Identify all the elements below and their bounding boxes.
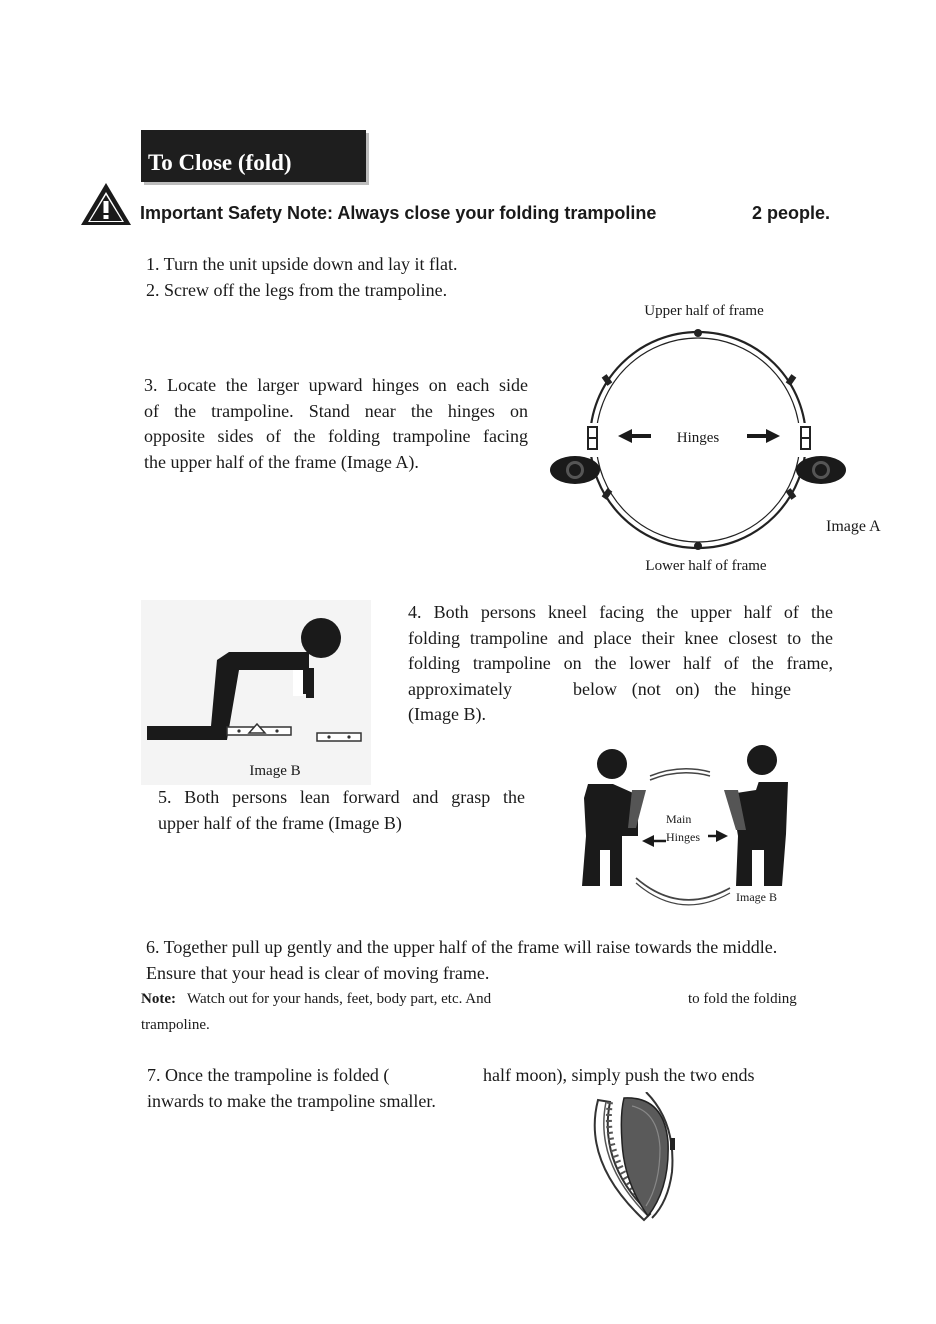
step-3-line: opposite sides of the folding trampoline facing <box>144 426 528 446</box>
figure-folded-trampoline <box>584 1092 694 1227</box>
step-4-end: (Image B). <box>408 704 486 724</box>
figure-image-b-kneeling <box>141 600 371 785</box>
step-5 <box>158 785 525 836</box>
hinges-label: Hinges <box>676 430 720 446</box>
step-1: 1. Turn the unit upside down and lay it flat. <box>146 254 458 274</box>
step-7-part-b: half moon), simply push the two ends <box>483 1065 755 1085</box>
figure-image-a <box>540 295 900 585</box>
note-tail: to fold the folding <box>688 991 797 1007</box>
safety-note-tail: 2 people. <box>752 203 831 223</box>
section-title-box <box>141 130 366 182</box>
main-hinges-label: Hinges <box>666 830 700 844</box>
step-3 <box>144 373 528 475</box>
note <box>141 986 831 1038</box>
step-4-below: below (not on) the hinge <box>573 678 791 699</box>
step-4-approx: approximately <box>408 678 512 699</box>
step-3-line: of the trampoline. Stand near the hinges on <box>144 400 528 421</box>
image-a-label: Image A <box>826 518 881 535</box>
image-b-label-2: Image B <box>736 890 777 904</box>
main-label: Main <box>666 812 692 826</box>
step-6 <box>146 935 846 986</box>
lower-frame-label: Lower half of frame <box>645 558 767 574</box>
figure-image-b-leaning <box>570 738 810 908</box>
step-5-line: upper half of the frame (Image B) <box>158 812 402 833</box>
safety-note <box>140 203 860 224</box>
step-2: 2. Screw off the legs from the trampoline. <box>146 280 448 300</box>
step-7-part-a: 7. Once the trampoline is folded ( <box>147 1065 390 1085</box>
step-5-line: 5. Both persons lean forward and grasp the <box>158 787 525 807</box>
step-3-line: 3. Locate the larger upward hinges on each side <box>144 375 528 395</box>
section-title: To Close (fold) <box>148 150 292 175</box>
step-4 <box>408 600 833 728</box>
step-7-part-c: inwards to make the trampoline smaller. <box>147 1090 436 1111</box>
step-4-line: folding trampoline on the lower half of the frame, <box>408 653 833 673</box>
note-label: Note: <box>141 991 176 1007</box>
upper-frame-label: Upper half of frame <box>644 303 764 319</box>
note-end: trampoline. <box>141 1017 210 1033</box>
step-7 <box>147 1063 807 1114</box>
step-3-line: the upper half of the frame (Image A). <box>144 451 419 472</box>
image-b-label: Image B <box>249 763 301 779</box>
step-6-line: Ensure that your head is clear of moving frame. <box>146 962 490 983</box>
note-text: Watch out for your hands, feet, body part, etc. And <box>187 991 492 1007</box>
step-4-line: 4. Both persons kneel facing the upper half of the <box>408 602 833 622</box>
step-6-line: 6. Together pull up gently and the upper half of the frame will raise towards the middle. <box>146 937 778 957</box>
step-4-line: folding trampoline and place their knee closest to the <box>408 627 833 648</box>
warning-icon <box>79 181 133 227</box>
safety-note-text: Important Safety Note: Always close your folding trampoline <box>140 203 657 223</box>
